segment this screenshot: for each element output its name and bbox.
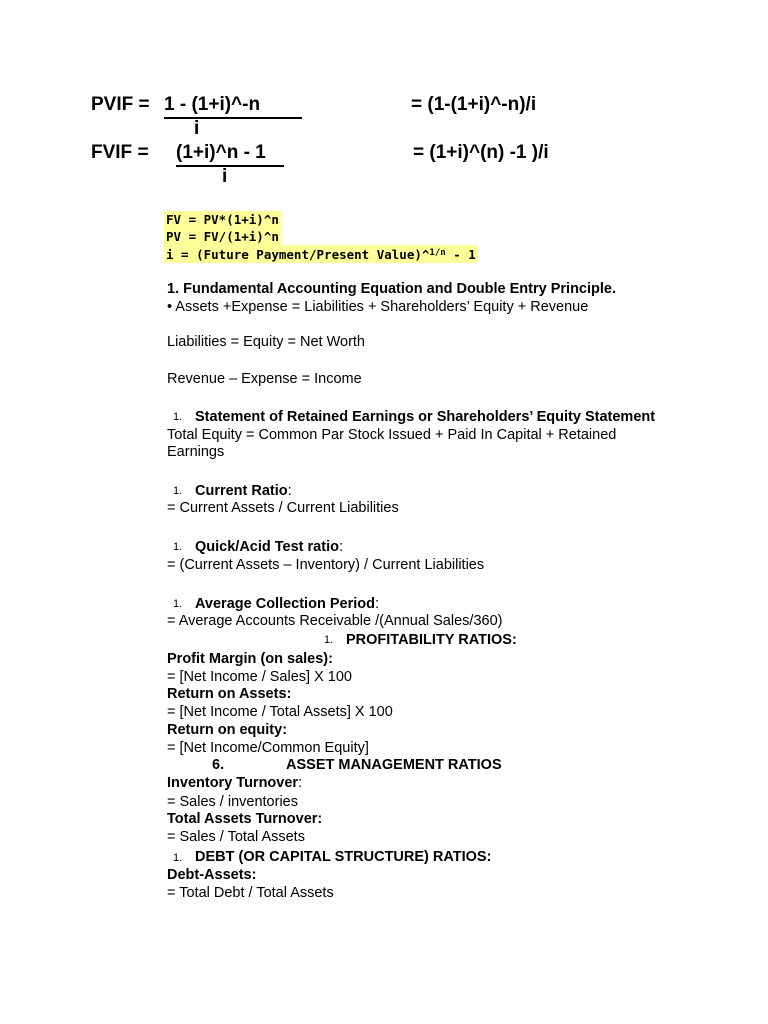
section1-heading: 1. Fundamental Accounting Equation and Double Entry Principle.	[167, 281, 616, 297]
asset-mgmt-heading: ASSET MANAGEMENT RATIOS	[286, 757, 502, 773]
profitability-heading: PROFITABILITY RATIOS:	[346, 632, 517, 648]
total-assets-turnover-formula: = Sales / Total Assets	[167, 829, 305, 845]
current-ratio-heading	[195, 482, 292, 500]
highlight-i	[164, 245, 478, 263]
current-ratio-formula: = Current Assets / Current Liabilities	[167, 500, 399, 516]
roe-formula: = [Net Income/Common Equity]	[167, 740, 369, 756]
list-number: 1.	[173, 411, 183, 423]
debt-ratios-heading: DEBT (OR CAPITAL STRUCTURE) RATIOS:	[195, 849, 492, 865]
income-eq: Revenue – Expense = Income	[167, 371, 362, 387]
quick-ratio-colon: :	[338, 539, 343, 555]
highlight-i-start: i = (Future Payment/Present Value)^	[166, 247, 430, 262]
roa-formula: = [Net Income / Total Assets] X 100	[167, 704, 393, 720]
current-ratio-title: Current Ratio	[195, 483, 288, 499]
list-number: 1.	[173, 852, 183, 864]
collection-period-colon: :	[374, 596, 379, 612]
collection-period-heading	[195, 595, 379, 613]
inventory-turnover-title: Inventory Turnover	[167, 775, 299, 791]
equity-net-worth-eq: Liabilities = Equity = Net Worth	[167, 334, 365, 350]
fvif-numerator: (1+i)^n - 1	[176, 142, 284, 167]
collection-period-title: Average Collection Period	[195, 596, 375, 612]
roa-label: Return on Assets:	[167, 686, 292, 702]
quick-ratio-heading	[195, 538, 343, 556]
retained-line2: Earnings	[167, 444, 225, 460]
total-assets-turnover-label: Total Assets Turnover:	[167, 811, 323, 827]
debt-assets-formula: = Total Debt / Total Assets	[167, 885, 334, 901]
quick-ratio-formula: = (Current Assets – Inventory) / Current Liabilities	[167, 557, 485, 573]
highlight-i-end: - 1	[445, 247, 476, 262]
quick-ratio-title: Quick/Acid Test ratio	[195, 539, 339, 555]
pvif-label: PVIF =	[91, 94, 150, 115]
inventory-turnover-formula: = Sales / inventories	[167, 794, 298, 810]
pvif-numerator: 1 - (1+i)^-n	[164, 94, 302, 119]
retained-heading: Statement of Retained Earnings or Shareholders’ Equity Statement	[195, 409, 656, 425]
retained-line1: Total Equity = Common Par Stock Issued + Paid In Capital + Retained	[167, 427, 617, 443]
pvif-denominator: i	[194, 118, 200, 139]
profit-margin-label: Profit Margin (on sales):	[167, 651, 333, 667]
highlight-fv: FV = PV*(1+i)^n	[166, 212, 279, 227]
list-number: 1.	[173, 541, 183, 553]
debt-assets-label: Debt-Assets:	[167, 867, 257, 883]
profit-margin-formula: = [Net Income / Sales] X 100	[167, 669, 352, 685]
list-number: 1.	[324, 634, 334, 646]
inventory-turnover-colon: :	[298, 775, 303, 791]
fvif-label: FVIF =	[91, 142, 149, 163]
list-number: 1.	[173, 598, 183, 610]
highlight-pv: PV = FV/(1+i)^n	[166, 229, 279, 244]
current-ratio-colon: :	[287, 483, 292, 499]
highlight-i-exponent: 1/n	[429, 248, 446, 258]
roe-label: Return on equity:	[167, 722, 288, 738]
fvif-denominator: i	[222, 166, 228, 187]
fvif-alt-formula: = (1+i)^(n) -1 )/i	[413, 142, 549, 163]
list-number: 1.	[173, 485, 183, 497]
inventory-turnover-label	[167, 774, 302, 792]
section1-bullet: • Assets +Expense = Liabilities + Shareholders’ Equity + Revenue	[167, 299, 589, 315]
collection-period-formula: = Average Accounts Receivable /(Annual Sales/360)	[167, 613, 503, 629]
pvif-alt-formula: = (1-(1+i)^-n)/i	[411, 94, 537, 115]
asset-mgmt-number: 6.	[212, 757, 225, 773]
